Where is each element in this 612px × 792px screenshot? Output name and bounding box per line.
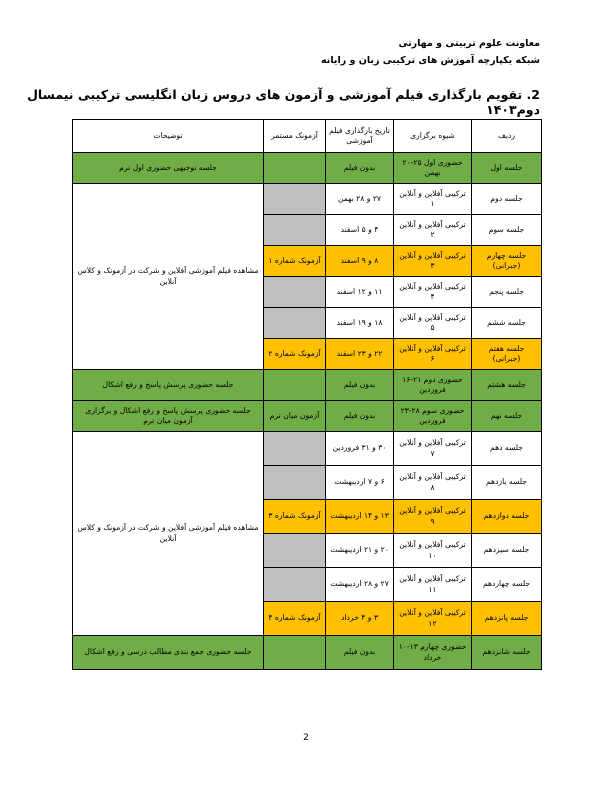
row-upload-date: ۳۰ و ۳۱ فروردین — [326, 432, 394, 466]
row-method: ترکیبی آفلاین و آنلاین ۴ — [394, 277, 472, 308]
row-upload-date: ۲۷ و ۲۸ بهمن — [326, 184, 394, 215]
row-upload-date: ۱۸ و ۱۹ اسفند — [326, 308, 394, 339]
table-row — [73, 432, 542, 466]
row-upload-date: ۲۰ و ۲۱ اردیبهشت — [326, 534, 394, 568]
row-label: جلسه پانزدهم — [472, 602, 542, 636]
row-exam — [264, 466, 326, 500]
row-method: ترکیبی آفلاین و آنلاین ۱۱ — [394, 568, 472, 602]
row-notes: جلسه توجیهی حضوری اول ترم — [73, 153, 264, 184]
row-label: جلسه یازدهم — [472, 466, 542, 500]
row-exam: آزمونک شماره ۱ — [264, 246, 326, 277]
header-row-number: ردیف — [472, 120, 542, 153]
row-exam — [264, 153, 326, 184]
row-method: ترکیبی آفلاین و آنلاین ۸ — [394, 466, 472, 500]
header-method: شیوه برگزاری — [394, 120, 472, 153]
row-exam — [264, 184, 326, 215]
row-exam: آزمونک شماره ۳ — [264, 500, 326, 534]
header-notes: توضیحات — [73, 120, 264, 153]
group-notes-1: مشاهده فیلم آموزشی آفلاین و شرکت در آزمونک و کلاس آنلاین — [73, 184, 264, 370]
row-exam: آزمون میان ترم — [264, 401, 326, 432]
row-label: جلسه دوم — [472, 184, 542, 215]
header-line-1: معاونت علوم تربیتی و مهارتی — [398, 38, 540, 49]
row-exam — [264, 277, 326, 308]
header-exam: آزمونک مستمر — [264, 120, 326, 153]
row-exam — [264, 432, 326, 466]
row-label: جلسه پنجم — [472, 277, 542, 308]
row-method: ترکیبی آفلاین و آنلاین ۹ — [394, 500, 472, 534]
row-upload-date: ۳ و ۴ خرداد — [326, 602, 394, 636]
row-method: حضوری دوم ۲۱-۱۶ فروردین — [394, 370, 472, 401]
row-method: ترکیبی آفلاین و آنلاین ۶ — [394, 339, 472, 370]
row-method: ترکیبی آفلاین و آنلاین ۱۲ — [394, 602, 472, 636]
row-method: حضوری اول ۲۵-۲۰ بهمن — [394, 153, 472, 184]
table-row — [73, 636, 542, 670]
row-label: جلسه دوازدهم — [472, 500, 542, 534]
row-upload-date: بدون فیلم — [326, 370, 394, 401]
row-exam — [264, 215, 326, 246]
section-title: 2. تقویم بارگذاری فیلم آموزشی و آزمون های دروس زبان انگلیسی ترکیبی نیمسال دوم۱۴۰۳ — [27, 87, 540, 117]
row-upload-date: بدون فیلم — [326, 401, 394, 432]
row-label: جلسه چهارم (جبرانی) — [472, 246, 542, 277]
row-notes: جلسه حضوری جمع بندی مطالب درسی و رفع اشکال — [73, 636, 264, 670]
page-number: 2 — [303, 733, 309, 743]
row-label: جلسه ششم — [472, 308, 542, 339]
row-exam — [264, 308, 326, 339]
row-method: ترکیبی آفلاین و آنلاین ۱ — [394, 184, 472, 215]
row-label: جلسه هشتم — [472, 370, 542, 401]
row-method: حضوری چهارم ۱۳-۱۰ خرداد — [394, 636, 472, 670]
row-exam: آزمونک شماره ۲ — [264, 339, 326, 370]
header-upload-date: تاریخ بارگذاری فیلم آموزشی — [326, 120, 394, 153]
row-notes: جلسه حضوری پرسش پاسخ و رفع اشکال و برگزاری آزمون میان ترم — [73, 401, 264, 432]
row-label: جلسه اول — [472, 153, 542, 184]
row-label: جلسه چهاردهم — [472, 568, 542, 602]
row-method: ترکیبی آفلاین و آنلاین ۷ — [394, 432, 472, 466]
row-notes: جلسه حضوری پرسش پاسخ و رفع اشکال — [73, 370, 264, 401]
row-upload-date: ۱۱ و ۱۲ اسفند — [326, 277, 394, 308]
row-label: جلسه شانزدهم — [472, 636, 542, 670]
header-line-2: شبکه یکپارچه آموزش های ترکیبی زبان و رایانه — [321, 55, 540, 66]
row-upload-date: ۸ و ۹ اسفند — [326, 246, 394, 277]
table-row — [73, 153, 542, 184]
table-row — [73, 401, 542, 432]
row-label: جلسه هفتم (جبرانی) — [472, 339, 542, 370]
row-upload-date: ۴ و ۵ اسفند — [326, 215, 394, 246]
row-upload-date: بدون فیلم — [326, 153, 394, 184]
row-method: ترکیبی آفلاین و آنلاین ۵ — [394, 308, 472, 339]
row-label: جلسه سوم — [472, 215, 542, 246]
row-method: حضوری سوم ۲۸-۲۳ فروردین — [394, 401, 472, 432]
row-label: جلسه دهم — [472, 432, 542, 466]
row-method: ترکیبی آفلاین و آنلاین ۳ — [394, 246, 472, 277]
row-upload-date: ۲۷ و ۲۸ اردیبهشت — [326, 568, 394, 602]
row-exam — [264, 370, 326, 401]
row-label: جلسه سیزدهم — [472, 534, 542, 568]
row-method: ترکیبی آفلاین و آنلاین ۲ — [394, 215, 472, 246]
row-exam: آزمونک شماره ۴ — [264, 602, 326, 636]
row-exam — [264, 568, 326, 602]
table-row — [73, 370, 542, 401]
table-row — [73, 184, 542, 215]
schedule-table — [72, 119, 542, 670]
row-method: ترکیبی آفلاین و آنلاین ۱۰ — [394, 534, 472, 568]
row-upload-date: ۱۳ و ۱۴ اردیبهشت — [326, 500, 394, 534]
row-exam — [264, 534, 326, 568]
table-header-row — [73, 120, 542, 153]
row-upload-date: بدون فیلم — [326, 636, 394, 670]
row-upload-date: ۶ و ۷ اردیبهشت — [326, 466, 394, 500]
row-exam — [264, 636, 326, 670]
group-notes-2: مشاهده فیلم آموزشی آفلاین و شرکت در آزمونک و کلاس آنلاین — [73, 432, 264, 636]
row-label: جلسه نهم — [472, 401, 542, 432]
row-upload-date: ۲۲ و ۲۳ اسفند — [326, 339, 394, 370]
